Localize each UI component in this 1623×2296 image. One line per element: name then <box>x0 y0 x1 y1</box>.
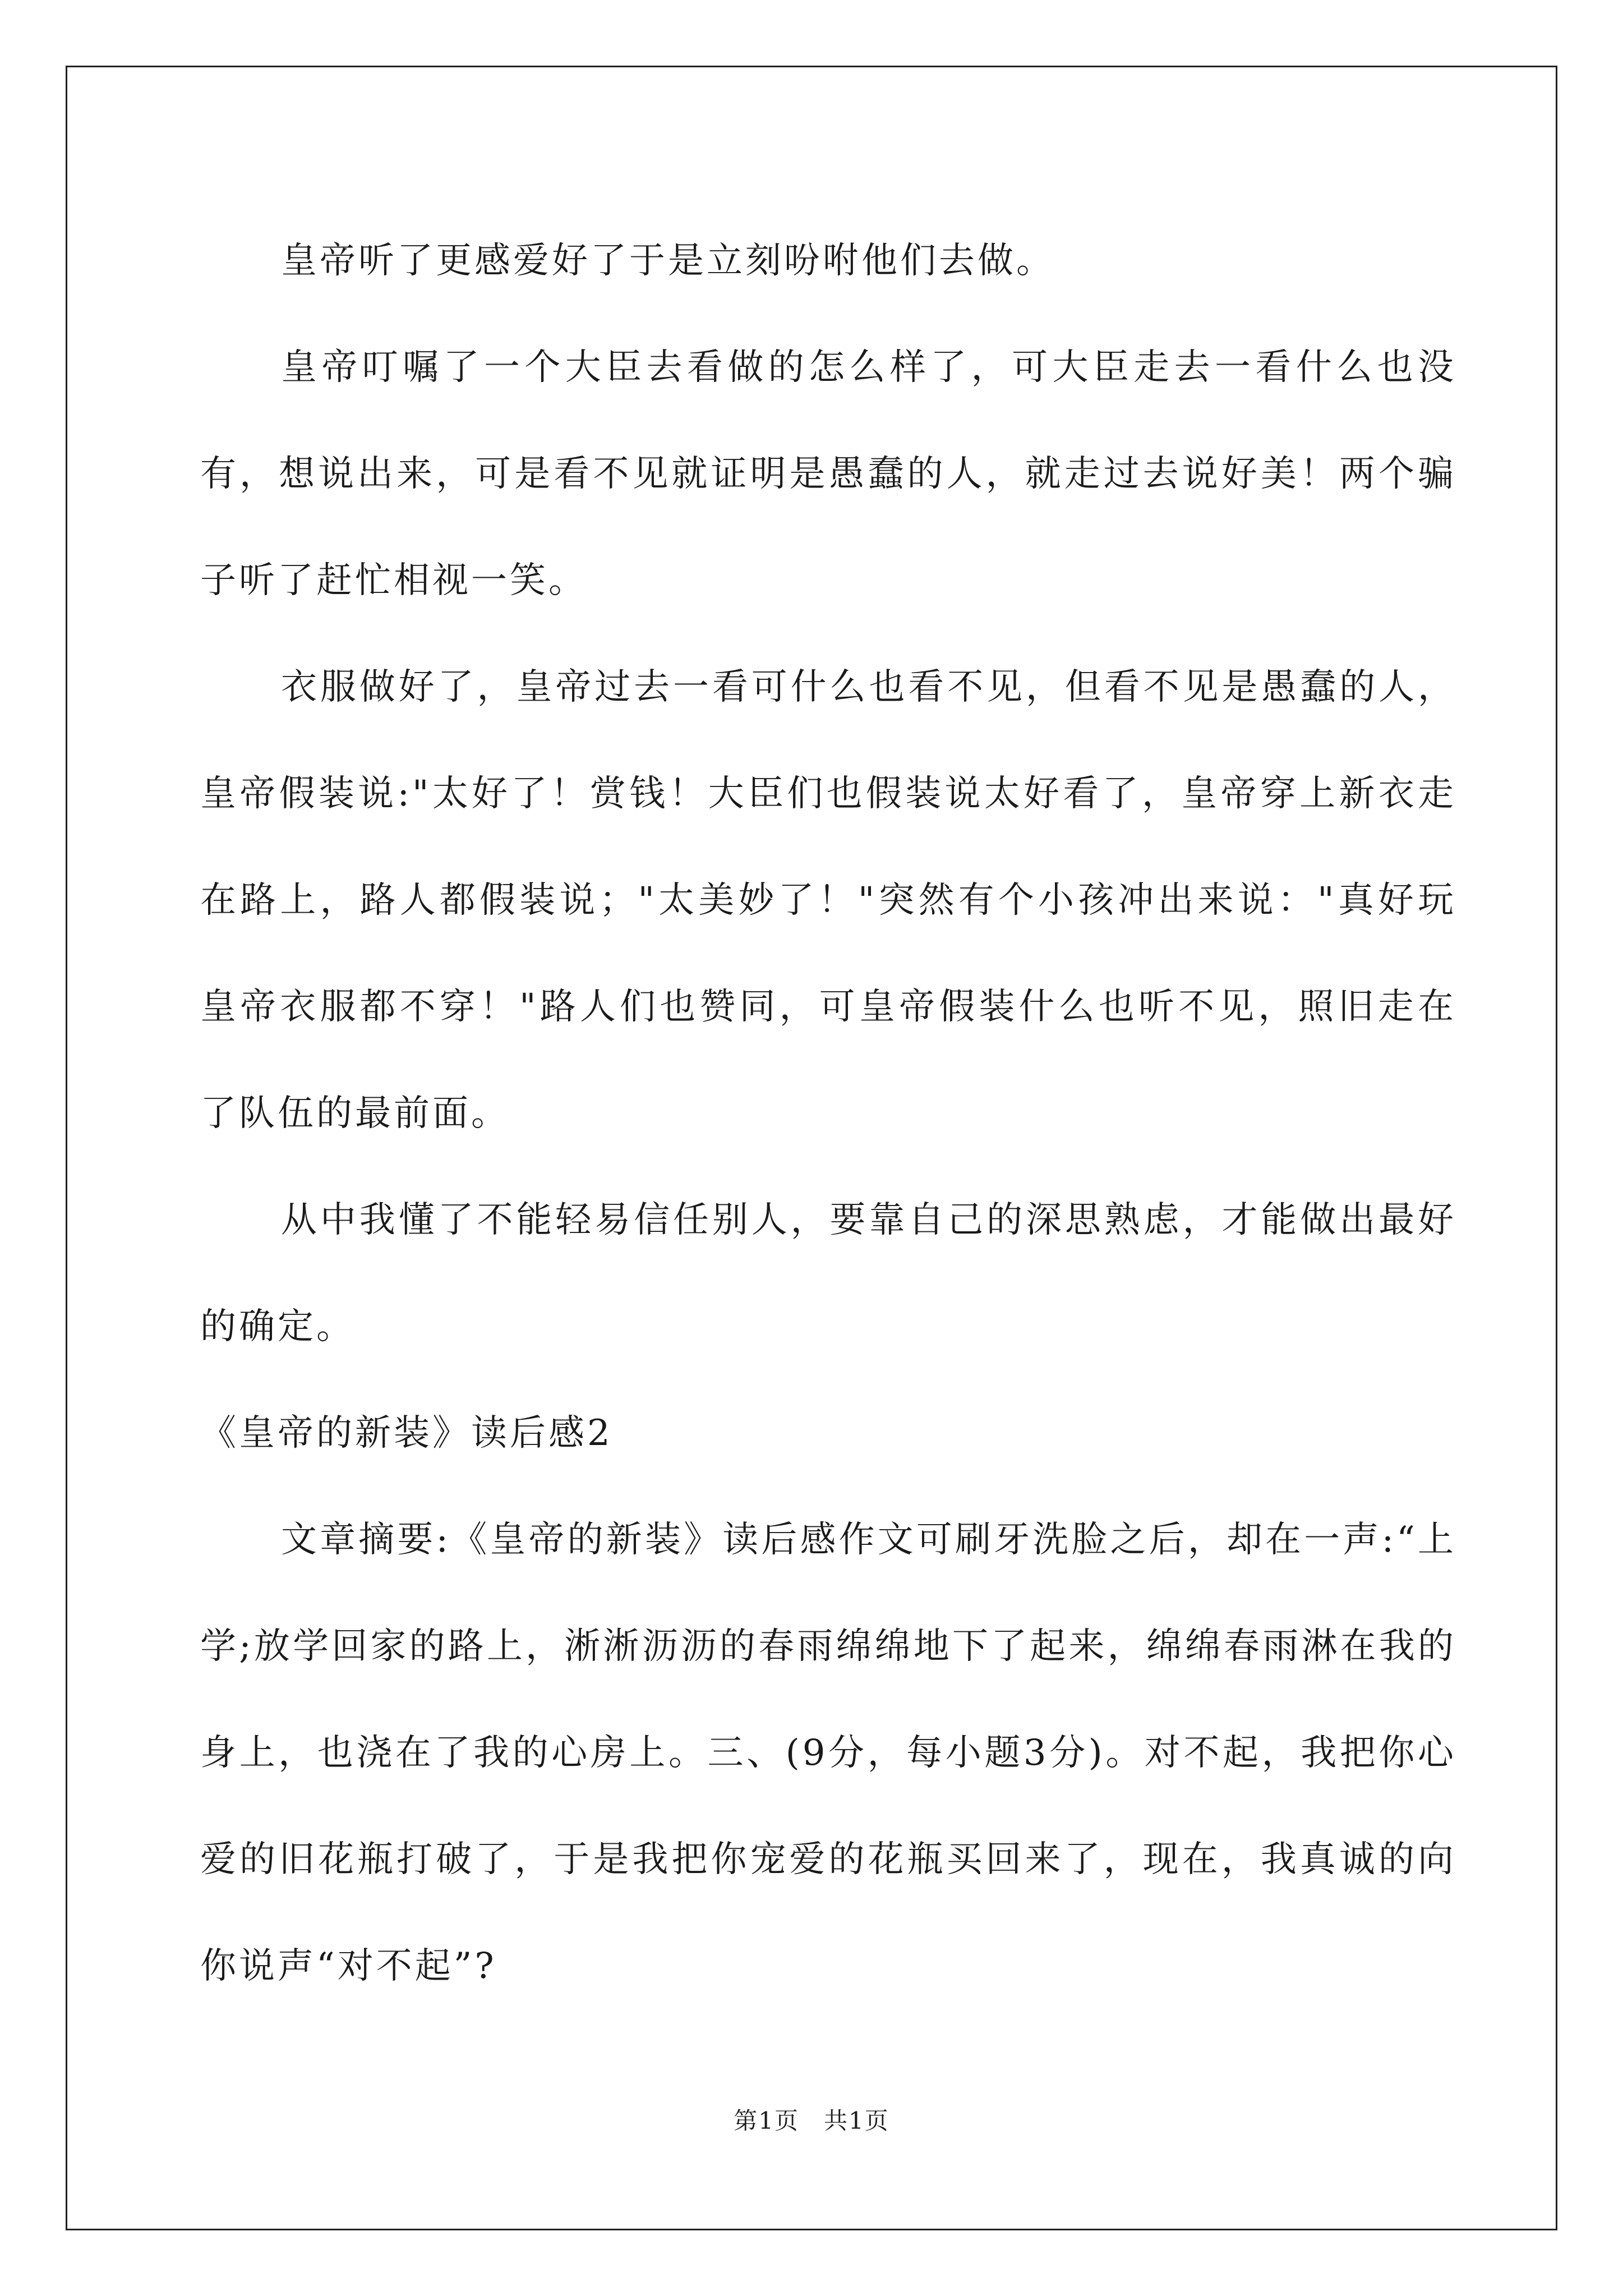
paragraph-2: 皇帝叮嘱了一个大臣去看做的怎么样了，可大臣走去一看什么也没有，想说出来，可是看不见就证明是愚蠢的人，就走过去说好美！两个骗子听了赶忙相视一笑。 <box>200 347 1456 601</box>
section-heading: 《皇帝的新装》读后感2 <box>200 1412 613 1454</box>
paragraph-4: 从中我懂了不能轻易信任别人，要靠自己的深思熟虑，才能做出最好的确定。 <box>200 1199 1456 1347</box>
document-body <box>200 208 1456 2019</box>
paragraph-3: 衣服做好了，皇帝过去一看可什么也看不见，但看不见是愚蠢的人，皇帝假装说:"太好了！赏钱！大臣们也假装说太好看了，皇帝穿上新衣走在路上，路人都假装说；"太美妙了！"突然有个小孩冲出来说："真好玩皇帝衣服都不穿！"路人们也赞同，可皇帝假装什么也听不见，照旧走在了队伍的最前面。 <box>200 666 1456 1134</box>
page-footer: 第1页 共1页 <box>734 2107 889 2134</box>
section-paragraph-1: 文章摘要:《皇帝的新装》读后感作文可刷牙洗脸之后，却在一声:“上学;放学回家的路上，淅淅沥沥的春雨绵绵地下了起来，绵绵春雨淋在我的身上，也浇在了我的心房上。三、(9分，每小题3分)。对不起，我把你心爱的旧花瓶打破了，于是我把你宠爱的花瓶买回来了，现在，我真诚的向你说声“对不起”? <box>200 1519 1456 1987</box>
paragraph-1: 皇帝听了更感爱好了于是立刻吩咐他们去做。 <box>281 240 1055 282</box>
